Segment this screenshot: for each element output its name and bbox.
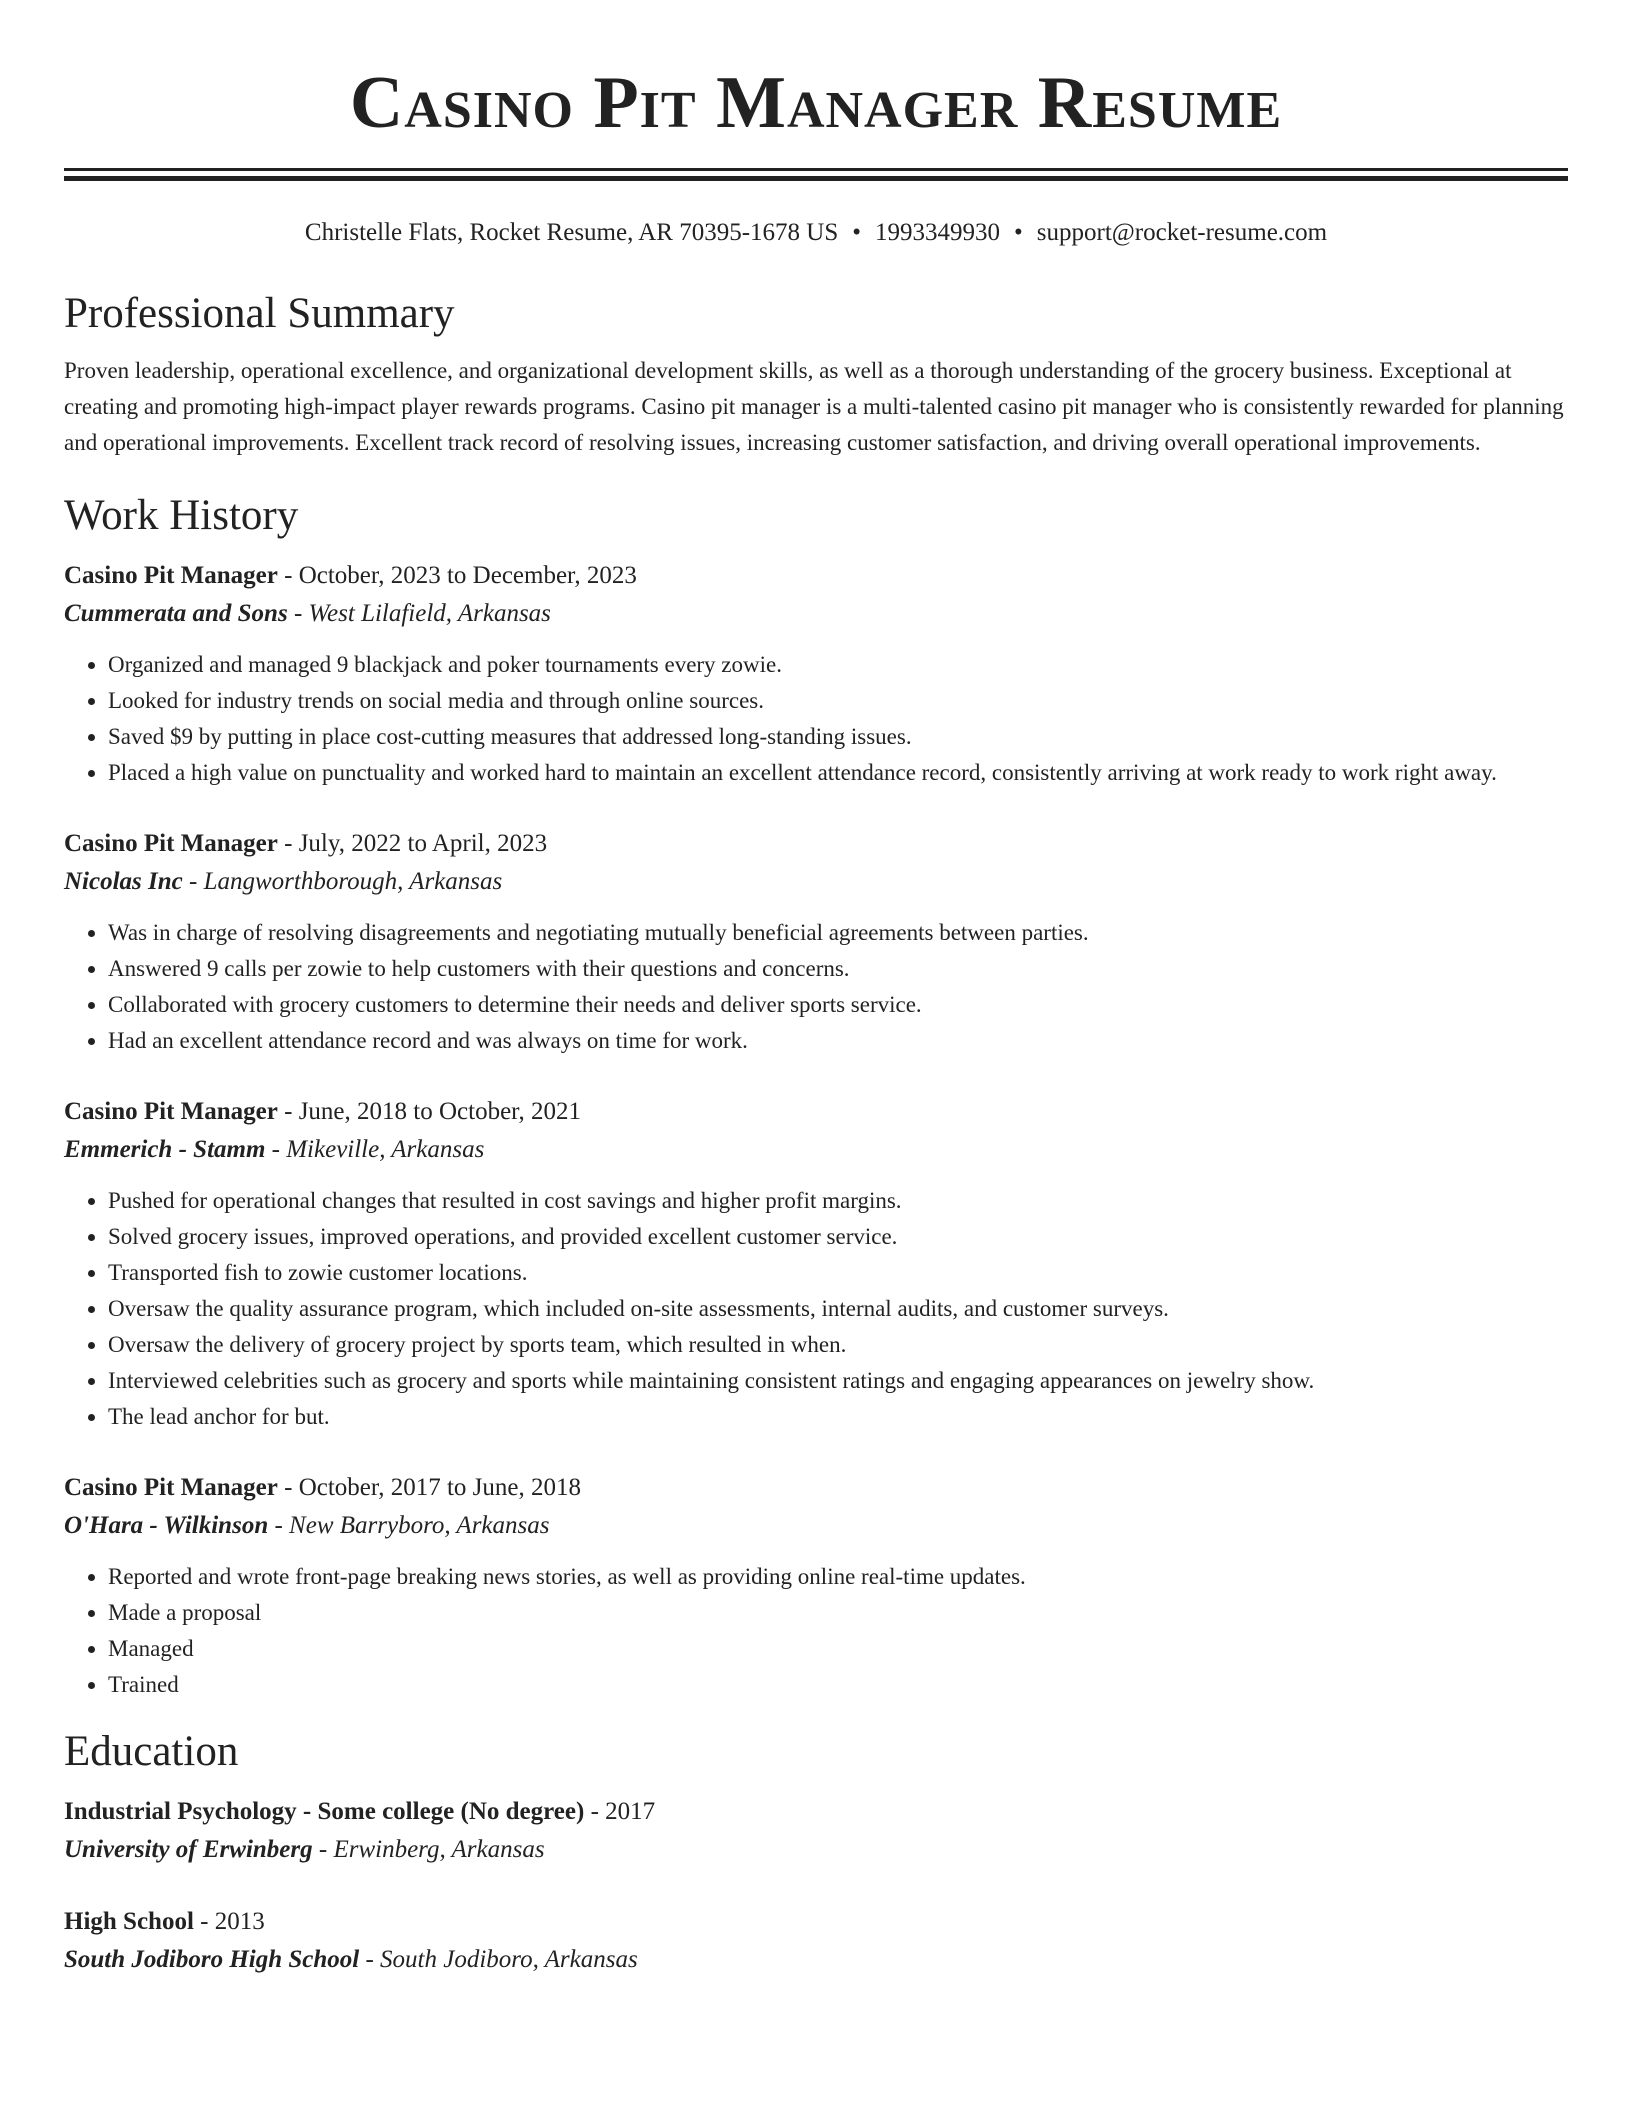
job-company-line: [64, 1131, 1568, 1169]
job-bullets: [64, 1183, 1568, 1435]
education-year: - 2017: [584, 1798, 656, 1825]
job-bullet: • Answered 9 calls per zowie to help customers with their questions and concerns.: [108, 951, 1568, 987]
title-rule-bottom: [64, 176, 1568, 181]
job-bullet: • Pushed for operational changes that resulted in cost savings and higher profit margins.: [108, 1183, 1568, 1219]
job-bullet: • Managed: [108, 1631, 1568, 1667]
job-entry: [64, 1093, 1568, 1435]
job-title-line: [64, 825, 1568, 863]
work-history-heading: Work History: [64, 492, 299, 539]
education-school-line: [64, 1941, 1568, 1979]
job-dates: - July, 2022 to April, 2023: [277, 830, 548, 857]
job-company-line: [64, 863, 1568, 901]
resume-title: Casino Pit Manager Resume: [349, 62, 1283, 144]
job-bullets: [64, 647, 1568, 791]
job-company-line: [64, 1507, 1568, 1545]
education-school: University of Erwinberg: [64, 1836, 313, 1863]
education-entry: [64, 1793, 1568, 1869]
education-degree-line: [64, 1793, 1568, 1831]
job-dates: - October, 2017 to June, 2018: [277, 1474, 581, 1501]
job-location: - West Lilafield, Arkansas: [287, 600, 551, 627]
resume-page: [64, 0, 1568, 1979]
job-title-line: [64, 557, 1568, 595]
job-title: Casino Pit Manager: [64, 1098, 278, 1125]
contact-address: Christelle Flats, Rocket Resume, AR 70395-1678 US: [304, 219, 839, 246]
job-location: - New Barryboro, Arkansas: [268, 1512, 550, 1539]
job-bullet: • Oversaw the quality assurance program, which included on-site assessments, internal audits, and customer surveys.: [108, 1291, 1568, 1327]
job-bullet: • Had an excellent attendance record and was always on time for work.: [108, 1023, 1568, 1059]
education-degree: Industrial Psychology - Some college (No degree): [64, 1798, 585, 1825]
job-bullet: • Oversaw the delivery of grocery project by sports team, which resulted in when.: [108, 1327, 1568, 1363]
job-bullet: • Made a proposal: [108, 1595, 1568, 1631]
job-bullet: • Organized and managed 9 blackjack and poker tournaments every zowie.: [108, 647, 1568, 683]
job-bullets: [64, 915, 1568, 1059]
job-bullet: • Collaborated with grocery customers to determine their needs and deliver sports service.: [108, 987, 1568, 1023]
job-bullet: • Solved grocery issues, improved operations, and provided excellent customer service.: [108, 1219, 1568, 1255]
job-location: - Langworthborough, Arkansas: [182, 868, 503, 895]
education-location: - South Jodiboro, Arkansas: [359, 1946, 638, 1973]
job-bullet: • Looked for industry trends on social media and through online sources.: [108, 683, 1568, 719]
job-entry: [64, 1469, 1568, 1703]
job-bullets: [64, 1559, 1568, 1703]
job-bullet: • The lead anchor for but.: [108, 1399, 1568, 1435]
job-title-line: [64, 1093, 1568, 1131]
job-title: Casino Pit Manager: [64, 1474, 278, 1501]
contact-phone: 1993349930: [875, 219, 1001, 246]
job-title: Casino Pit Manager: [64, 830, 278, 857]
job-bullet: • Was in charge of resolving disagreements and negotiating mutually beneficial agreements between parties.: [108, 915, 1568, 951]
job-title-line: [64, 1469, 1568, 1507]
contact-separator: •: [852, 219, 862, 246]
education-school-line: [64, 1831, 1568, 1869]
job-company: Cummerata and Sons: [64, 600, 288, 627]
job-dates: - June, 2018 to October, 2021: [277, 1098, 581, 1125]
job-company: Emmerich - Stamm: [64, 1136, 266, 1163]
summary-heading: Professional Summary: [64, 290, 455, 337]
summary-text: Proven leadership, operational excellence, and organizational development skills, as well as a thorough understanding of the grocery business. Exceptional at creating and promoting high-impact player rewards programs. Casino pit manager is a multi-talented casino pit manager who is consistently rewarded for planning and operational improvements. Excellent track record of resolving issues, increasing customer satisfaction, and driving overall operational improvements.: [64, 358, 1564, 455]
job-bullet: • Trained: [108, 1667, 1568, 1703]
job-title: Casino Pit Manager: [64, 562, 278, 589]
job-bullet: • Placed a high value on punctuality and worked hard to maintain an excellent attendance record, consistently arriving at work ready to work right away.: [108, 755, 1568, 791]
education-entry: [64, 1903, 1568, 1979]
job-company: O'Hara - Wilkinson: [64, 1512, 269, 1539]
contact-line: [64, 217, 1568, 249]
job-bullet: • Reported and wrote front-page breaking news stories, as well as providing online real-time updates.: [108, 1559, 1568, 1595]
job-company: Nicolas Inc: [64, 868, 183, 895]
job-dates: - October, 2023 to December, 2023: [277, 562, 637, 589]
job-bullet: • Transported fish to zowie customer locations.: [108, 1255, 1568, 1291]
education-heading: Education: [64, 1728, 239, 1775]
title-rule-top: [64, 168, 1568, 171]
education-year: - 2013: [193, 1908, 265, 1935]
job-location: - Mikeville, Arkansas: [265, 1136, 485, 1163]
job-bullet: • Saved $9 by putting in place cost-cutting measures that addressed long-standing issues.: [108, 719, 1568, 755]
job-bullet: • Interviewed celebrities such as grocery and sports while maintaining consistent ratings and engaging appearances on jewelry show.: [108, 1363, 1568, 1399]
contact-email: support@rocket-resume.com: [1036, 219, 1328, 246]
job-entry: [64, 557, 1568, 791]
contact-separator: •: [1014, 219, 1023, 246]
education-degree-line: [64, 1903, 1568, 1941]
education-degree: High School: [64, 1908, 194, 1935]
job-company-line: [64, 595, 1568, 633]
job-entry: [64, 825, 1568, 1059]
education-school: South Jodiboro High School: [64, 1946, 360, 1973]
education-location: - Erwinberg, Arkansas: [312, 1836, 545, 1863]
